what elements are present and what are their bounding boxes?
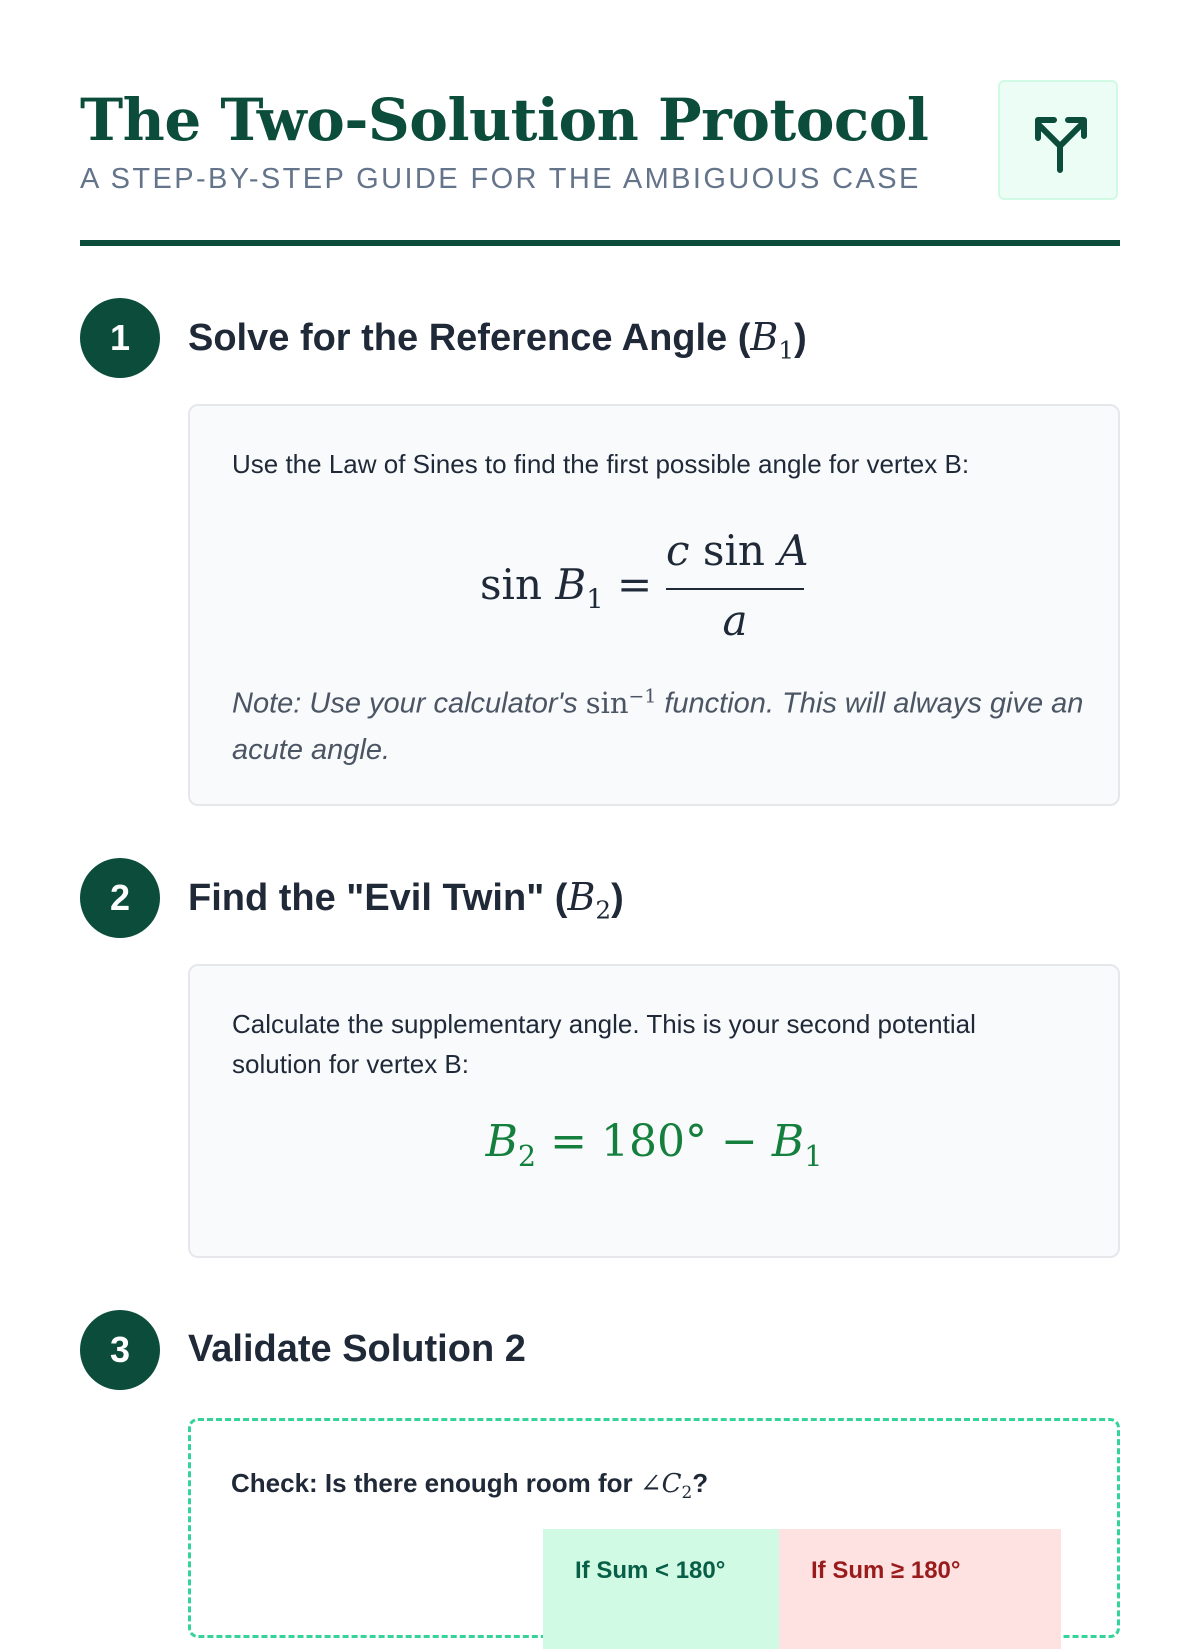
step-number-badge: 3 xyxy=(80,1310,160,1390)
outcome-invalid: If Sum ≥ 180° xyxy=(779,1529,1061,1649)
formula-left-side: $\sin B_1$ = xyxy=(480,560,653,616)
outcome-valid: If Sum < 180° xyxy=(543,1529,779,1649)
step-title xyxy=(188,312,807,376)
header xyxy=(80,88,1120,248)
step-number-badge: 2 xyxy=(80,858,160,938)
step-card xyxy=(188,404,1120,806)
page-title: The Two-Solution Protocol xyxy=(80,86,929,154)
step-number-badge: 1 xyxy=(80,298,160,378)
fraction-bar xyxy=(666,588,804,590)
step-title: Validate Solution 2 xyxy=(188,1328,526,1370)
split-arrows-icon xyxy=(998,80,1118,200)
step-title-variable: $B_2$ xyxy=(567,875,612,925)
step-title xyxy=(188,872,624,936)
step-description: Use the Law of Sines to find the first possible angle for vertex B: xyxy=(232,449,970,479)
step-card xyxy=(188,964,1120,1258)
supplementary-angle-formula: $B_2 = 180^\circ - B_1$ xyxy=(485,1116,823,1173)
step-note: Note: Use your calculator's $\sin^{-1}$ function. This will always give an acute angle. xyxy=(232,685,1084,766)
header-divider xyxy=(80,240,1120,246)
step-title-variable: $B_1$ xyxy=(750,315,795,365)
step-description: Calculate the supplementary angle. This is your second potential solution for vertex B: xyxy=(232,1009,976,1079)
page-subtitle: A STEP-BY-STEP GUIDE FOR THE AMBIGUOUS CASE xyxy=(80,163,921,195)
step-title-text: Solve for the Reference Angle ( xyxy=(188,317,751,359)
step-title-text: Find the "Evil Twin" ( xyxy=(188,877,568,919)
validation-card xyxy=(188,1418,1120,1638)
formula-denominator: a xyxy=(722,596,748,645)
formula-numerator: c sin A xyxy=(666,526,809,575)
law-of-sines-formula xyxy=(480,526,840,646)
step-title-close: ) xyxy=(794,317,807,359)
step-title-close: ) xyxy=(611,877,624,919)
validation-question: Check: Is there enough room for $\angle C_2$? xyxy=(231,1468,709,1503)
inverse-sine-notation: $\sin^{-1}$ xyxy=(585,685,657,720)
